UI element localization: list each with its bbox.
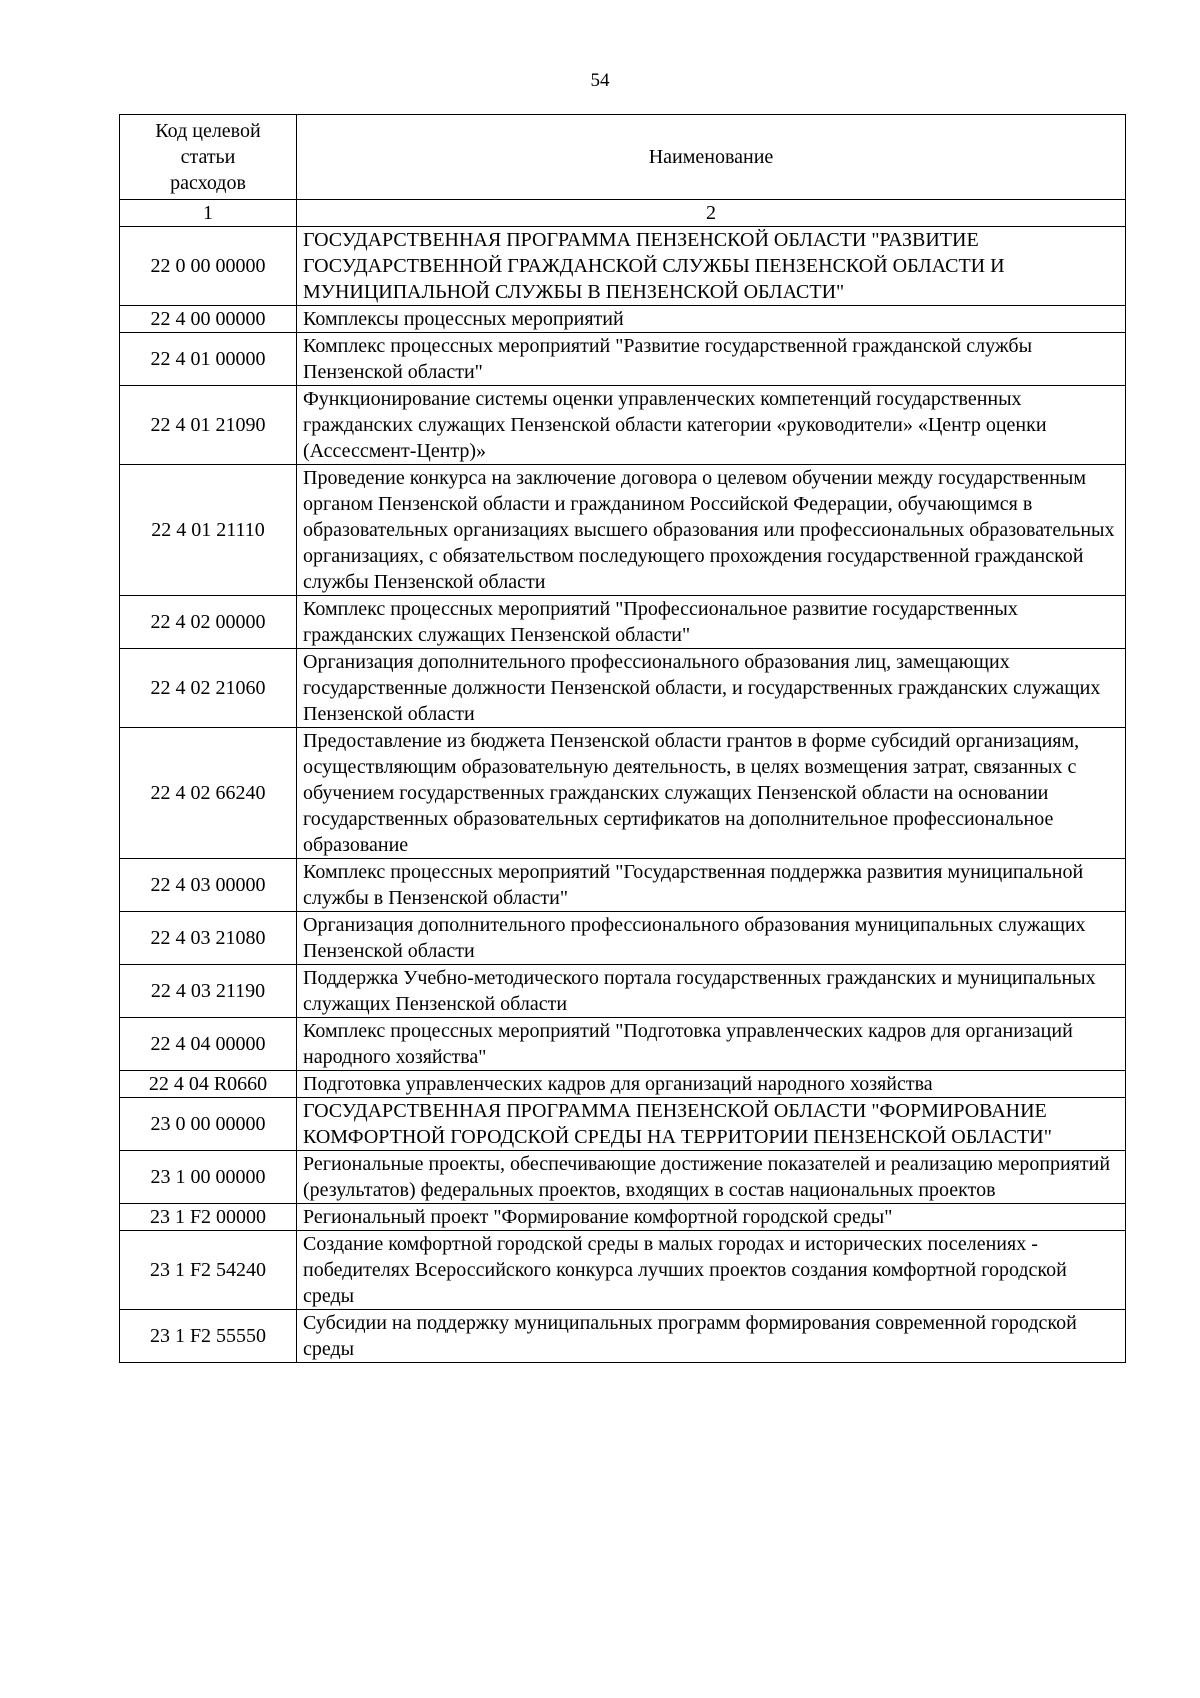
table-row <box>120 1231 1126 1310</box>
row-code: 22 4 00 00000 <box>120 306 297 333</box>
row-code: 23 0 00 00000 <box>120 1098 297 1151</box>
table-row <box>120 728 1126 859</box>
header-code-cell <box>120 115 297 200</box>
row-name: Предоставление из бюджета Пензенской области грантов в форме субсидий организациям, осуществляющим образовательную деятельность, в целях возмещения затрат, связанных с обучением государственных гражданских служащих Пензенской области на основании государственных образовательных сертификатов на дополнительное профессиональное образование <box>297 728 1126 859</box>
table-row <box>120 649 1126 728</box>
table-row <box>120 306 1126 333</box>
row-name: Комплекс процессных мероприятий "Подготовка управленческих кадров для организаций народного хозяйства" <box>297 1018 1126 1071</box>
row-code: 22 4 01 21110 <box>120 465 297 596</box>
row-name: Функционирование системы оценки управленческих компетенций государственных гражданских служащих Пензенской области категории «руководители» «Центр оценки (Ассессмент-Центр)» <box>297 386 1126 465</box>
column-number-2: 2 <box>297 200 1126 227</box>
row-code: 22 0 00 00000 <box>120 227 297 306</box>
row-code: 23 1 F2 00000 <box>120 1204 297 1231</box>
table-row <box>120 227 1126 306</box>
header-code-line: расходов <box>170 172 246 194</box>
row-name: Субсидии на поддержку муниципальных программ формирования современной городской среды <box>297 1310 1126 1363</box>
row-code: 23 1 F2 55550 <box>120 1310 297 1363</box>
table-row <box>120 333 1126 386</box>
row-name: Региональный проект "Формирование комфортной городской среды" <box>297 1204 1126 1231</box>
header-code-line: Код целевой <box>155 120 261 142</box>
header-code-line: статьи <box>180 146 236 168</box>
row-name: Комплекс процессных мероприятий "Государственная поддержка развития муниципальной службы в Пензенской области" <box>297 859 1126 912</box>
column-number-row <box>120 200 1126 227</box>
target-expense-codes-table <box>119 114 1126 1363</box>
table-row <box>120 465 1126 596</box>
row-code: 22 4 03 21190 <box>120 965 297 1018</box>
table-row <box>120 965 1126 1018</box>
table-row <box>120 1071 1126 1098</box>
row-name: Комплекс процессных мероприятий "Развитие государственной гражданской службы Пензенской области" <box>297 333 1126 386</box>
row-name: Комплекс процессных мероприятий "Профессиональное развитие государственных гражданских служащих Пензенской области" <box>297 596 1126 649</box>
row-code: 22 4 02 00000 <box>120 596 297 649</box>
row-code: 22 4 02 21060 <box>120 649 297 728</box>
row-code: 22 4 01 21090 <box>120 386 297 465</box>
row-name: Организация дополнительного профессионального образования муниципальных служащих Пензенской области <box>297 912 1126 965</box>
row-name: Поддержка Учебно-методического портала государственных гражданских и муниципальных служащих Пензенской области <box>297 965 1126 1018</box>
row-name: ГОСУДАРСТВЕННАЯ ПРОГРАММА ПЕНЗЕНСКОЙ ОБЛАСТИ "РАЗВИТИЕ ГОСУДАРСТВЕННОЙ ГРАЖДАНСКОЙ СЛУЖБЫ ПЕНЗЕНСКОЙ ОБЛАСТИ И МУНИЦИПАЛЬНОЙ СЛУЖБЫ В ПЕНЗЕНСКОЙ ОБЛАСТИ" <box>297 227 1126 306</box>
page-number: 54 <box>590 70 610 91</box>
row-name: Проведение конкурса на заключение договора о целевом обучении между государственным органом Пензенской области и гражданином Российской Федерации, обучающимся в образовательных организациях высшего образования или профессиональных образовательных организациях, с обязательством последующего прохождения государственной гражданской службы Пензенской области <box>297 465 1126 596</box>
row-name: ГОСУДАРСТВЕННАЯ ПРОГРАММА ПЕНЗЕНСКОЙ ОБЛАСТИ "ФОРМИРОВАНИЕ КОМФОРТНОЙ ГОРОДСКОЙ СРЕДЫ НА ТЕРРИТОРИИ ПЕНЗЕНСКОЙ ОБЛАСТИ" <box>297 1098 1126 1151</box>
table-row <box>120 1098 1126 1151</box>
row-code: 22 4 04 00000 <box>120 1018 297 1071</box>
column-number-1: 1 <box>120 200 297 227</box>
row-name: Подготовка управленческих кадров для организаций народного хозяйства <box>297 1071 1126 1098</box>
table-row <box>120 1018 1126 1071</box>
row-code: 22 4 01 00000 <box>120 333 297 386</box>
table-header-row <box>120 115 1126 200</box>
table-row <box>120 596 1126 649</box>
row-name: Создание комфортной городской среды в малых городах и исторических поселениях - победителях Всероссийского конкурса лучших проектов создания комфортной городской среды <box>297 1231 1126 1310</box>
row-code: 22 4 02 66240 <box>120 728 297 859</box>
table-row <box>120 1204 1126 1231</box>
row-code: 22 4 03 00000 <box>120 859 297 912</box>
header-name-cell: Наименование <box>297 115 1126 200</box>
row-name: Региональные проекты, обеспечивающие достижение показателей и реализацию мероприятий (результатов) федеральных проектов, входящих в состав национальных проектов <box>297 1151 1126 1204</box>
row-code: 23 1 F2 54240 <box>120 1231 297 1310</box>
table-row <box>120 912 1126 965</box>
row-code: 22 4 04 R0660 <box>120 1071 297 1098</box>
table-row <box>120 386 1126 465</box>
table-row <box>120 1310 1126 1363</box>
row-name: Организация дополнительного профессионального образования лиц, замещающих государственные должности Пензенской области, и государственных гражданских служащих Пензенской области <box>297 649 1126 728</box>
row-code: 22 4 03 21080 <box>120 912 297 965</box>
table-row <box>120 1151 1126 1204</box>
table-row <box>120 859 1126 912</box>
row-code: 23 1 00 00000 <box>120 1151 297 1204</box>
row-name: Комплексы процессных мероприятий <box>297 306 1126 333</box>
